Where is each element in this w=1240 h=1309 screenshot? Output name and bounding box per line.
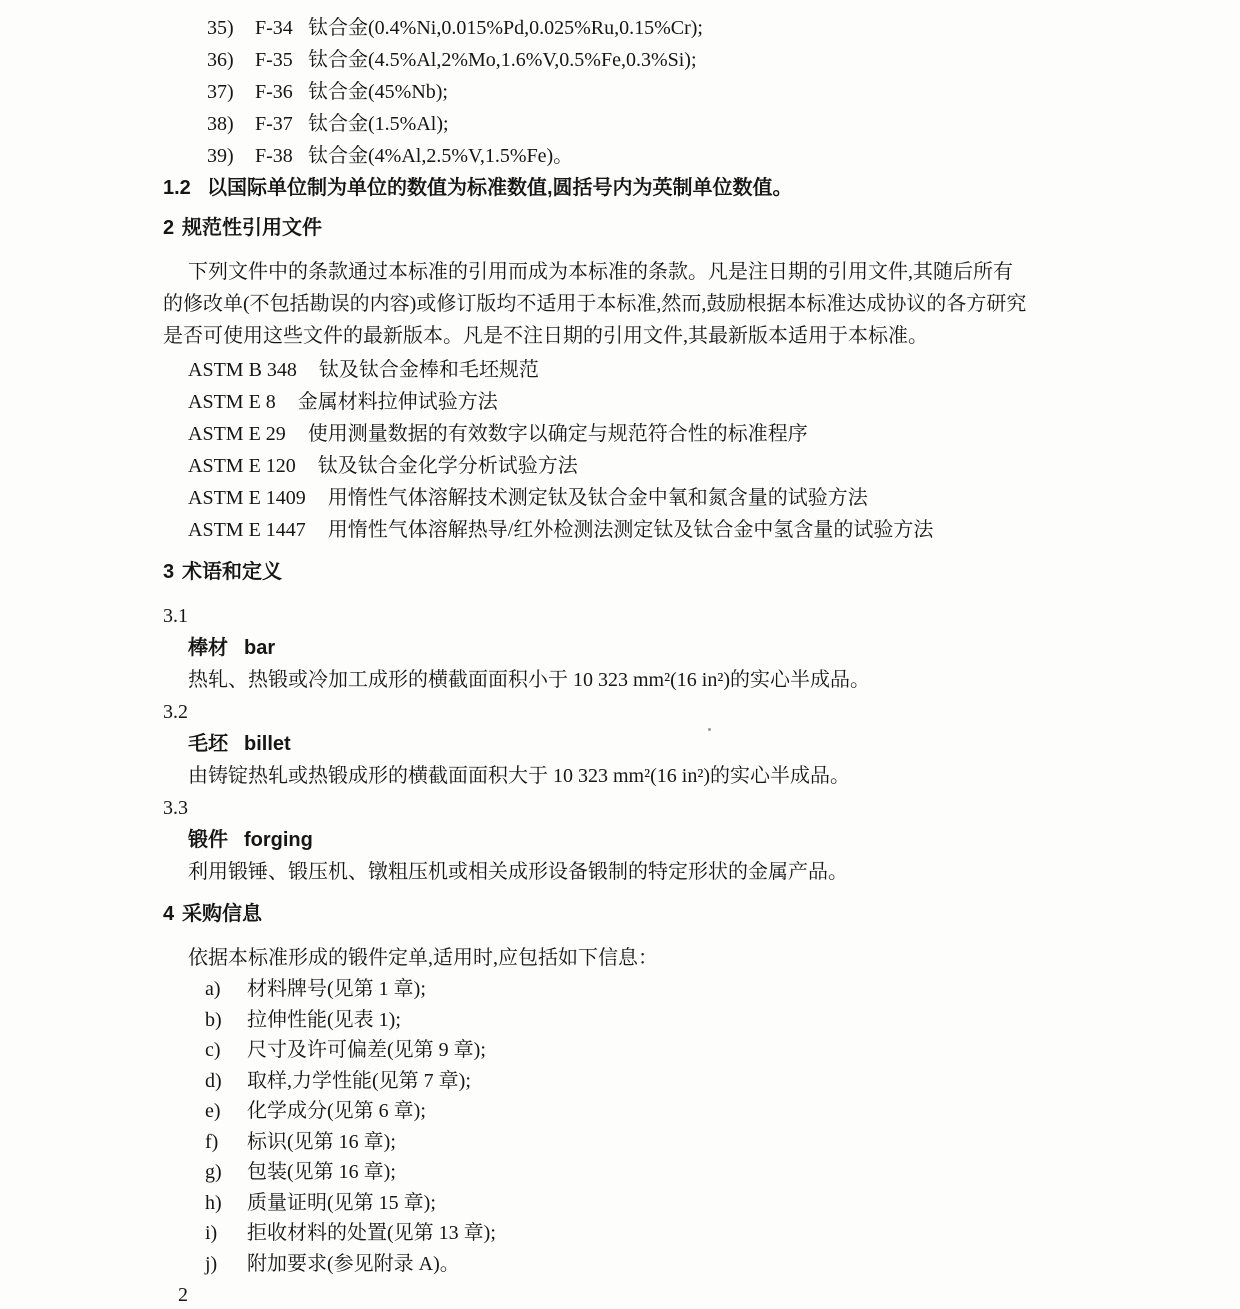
term-name-zh: 棒材 <box>188 637 228 659</box>
standard-title: 钛及钛合金化学分析试验方法 <box>317 455 578 477</box>
procurement-item <box>163 1157 1113 1188</box>
term-definition: 热轧、热锻或冷加工成形的横截面面积小于 10 323 mm²(16 in²)的实心半成品。 <box>188 669 870 691</box>
procurement-item <box>163 1218 1113 1249</box>
term-name-en: bar <box>244 637 276 659</box>
alloy-description: 钛合金(4%Al,2.5%V,1.5%Fe)。 <box>308 145 574 167</box>
standard-code: ASTM E 120 <box>188 455 296 477</box>
term-number: 3.3 <box>163 797 188 819</box>
standard-code: ASTM E 1409 <box>188 487 306 509</box>
term-entry <box>163 792 1113 888</box>
standard-title: 金属材料拉伸试验方法 <box>297 391 498 413</box>
standard-title: 使用测量数据的有效数字以确定与规范符合性的标准程序 <box>307 423 808 445</box>
page-content <box>163 12 1113 1309</box>
item-letter: d) <box>205 1069 222 1092</box>
standard-title: 钛及钛合金棒和毛坯规范 <box>318 359 539 381</box>
item-text: 材料牌号(见第 1 章); <box>247 978 426 1000</box>
clause-text: 以国际单位制为单位的数值为标准数值,圆括号内为英制单位数值。 <box>207 177 793 199</box>
standard-code: ASTM E 1447 <box>188 519 306 541</box>
alloy-grade-code: F-38 <box>255 145 293 167</box>
alloy-grade-code: F-36 <box>255 81 293 103</box>
astm-reference-list <box>163 354 1113 546</box>
section-4-heading <box>163 898 1113 930</box>
section-3-heading <box>163 556 1113 588</box>
alloy-description: 钛合金(1.5%Al); <box>308 113 449 135</box>
alloy-grade-code: F-37 <box>255 113 293 135</box>
procurement-list <box>163 974 1113 1279</box>
item-letter: c) <box>205 1039 221 1061</box>
term-name <box>163 632 1113 664</box>
item-letter: f) <box>205 1130 219 1153</box>
procurement-item <box>163 1249 1113 1280</box>
section-title: 采购信息 <box>182 903 262 925</box>
standard-code: ASTM B 348 <box>188 359 297 381</box>
item-letter: i) <box>205 1222 218 1244</box>
term-name-en: billet <box>244 733 291 755</box>
term-number: 3.2 <box>163 701 188 723</box>
procurement-item <box>163 1096 1113 1127</box>
standard-code: ASTM E 29 <box>188 423 286 445</box>
item-letter: a) <box>205 978 221 1000</box>
procurement-item <box>163 1066 1113 1097</box>
paragraph-line: 是否可使用这些文件的最新版本。凡是不注日期的引用文件,其最新版本适用于本标准。 <box>163 325 928 347</box>
alloy-list-item <box>163 140 1113 172</box>
section-number: 4 <box>163 903 175 925</box>
term-name-en: forging <box>244 829 313 851</box>
item-letter: j) <box>205 1252 218 1275</box>
alloy-description: 钛合金(0.4%Ni,0.015%Pd,0.025%Ru,0.15%Cr); <box>308 17 703 39</box>
term-name <box>163 728 1113 760</box>
procurement-item <box>163 974 1113 1005</box>
standard-title: 用惰性气体溶解技术测定钛及钛合金中氧和氮含量的试验方法 <box>327 487 868 509</box>
alloy-description: 钛合金(4.5%Al,2%Mo,1.6%V,0.5%Fe,0.3%Si); <box>308 49 697 71</box>
item-text: 标识(见第 16 章); <box>247 1130 396 1153</box>
astm-reference <box>163 418 1113 450</box>
alloy-grade-list <box>163 12 1113 172</box>
item-letter: g) <box>205 1161 222 1183</box>
procurement-item <box>163 1005 1113 1036</box>
section-number: 2 <box>163 217 175 239</box>
item-letter: e) <box>205 1100 221 1122</box>
list-item-number: 38) <box>207 113 234 135</box>
item-letter: b) <box>205 1008 222 1031</box>
section-title: 规范性引用文件 <box>182 217 322 239</box>
section-2-heading <box>163 212 1113 244</box>
alloy-description: 钛合金(45%Nb); <box>308 81 448 103</box>
term-entry <box>163 696 1113 792</box>
procurement-item <box>163 1127 1113 1158</box>
item-text: 包装(见第 16 章); <box>247 1161 396 1183</box>
astm-reference <box>163 514 1113 546</box>
term-name-zh: 毛坯 <box>188 733 228 755</box>
term-number: 3.1 <box>163 605 188 627</box>
alloy-grade-code: F-35 <box>255 49 293 71</box>
item-text: 附加要求(参见附录 A)。 <box>247 1252 460 1275</box>
item-text: 质量证明(见第 15 章); <box>247 1191 436 1214</box>
procurement-item <box>163 1188 1113 1219</box>
section-title: 术语和定义 <box>182 561 282 583</box>
astm-reference <box>163 354 1113 386</box>
standard-title: 用惰性气体溶解热导/红外检测法测定钛及钛合金中氢含量的试验方法 <box>327 519 934 541</box>
item-letter: h) <box>205 1191 222 1214</box>
list-item-number: 37) <box>207 81 234 103</box>
term-definition: 由铸锭热轧或热锻成形的横截面面积大于 10 323 mm²(16 in²)的实心半成品。 <box>188 765 850 787</box>
standard-code: ASTM E 8 <box>188 391 276 413</box>
alloy-list-item <box>163 44 1113 76</box>
procurement-intro: 依据本标准形成的锻件定单,适用时,应包括如下信息： <box>188 947 658 969</box>
alloy-grade-code: F-34 <box>255 17 293 39</box>
alloy-list-item <box>163 108 1113 140</box>
normative-references-paragraph <box>163 256 1113 352</box>
item-text: 尺寸及许可偏差(见第 9 章); <box>247 1039 486 1061</box>
astm-reference <box>163 450 1113 482</box>
paragraph-line: 的修改单(不包括勘误的内容)或修订版均不适用于本标准,然而,鼓励根据本标准达成协议的各方研究 <box>163 293 1027 315</box>
terms-and-definitions <box>163 600 1113 888</box>
term-name-zh: 锻件 <box>188 829 228 851</box>
section-number: 3 <box>163 561 175 583</box>
astm-reference <box>163 386 1113 418</box>
term-definition: 利用锻锤、锻压机、镦粗压机或相关成形设备锻制的特定形状的金属产品。 <box>188 861 848 883</box>
astm-reference <box>163 482 1113 514</box>
list-item-number: 39) <box>207 145 234 167</box>
list-item-number: 36) <box>207 49 234 71</box>
alloy-list-item <box>163 12 1113 44</box>
alloy-list-item <box>163 76 1113 108</box>
clause-number: 1.2 <box>163 177 191 199</box>
item-text: 化学成分(见第 6 章); <box>247 1100 426 1122</box>
item-text: 取样,力学性能(见第 7 章); <box>247 1069 471 1092</box>
item-text: 拉伸性能(见表 1); <box>247 1008 401 1031</box>
list-item-number: 35) <box>207 17 234 39</box>
term-name <box>163 824 1113 856</box>
item-text: 拒收材料的处置(见第 13 章); <box>247 1222 496 1244</box>
term-entry <box>163 600 1113 696</box>
paragraph-line: 下列文件中的条款通过本标准的引用而成为本标准的条款。凡是注日期的引用文件,其随后所有 <box>188 261 1013 283</box>
page-number: 2 <box>178 1284 188 1306</box>
clause-1-2 <box>163 172 1113 204</box>
procurement-item <box>163 1035 1113 1066</box>
